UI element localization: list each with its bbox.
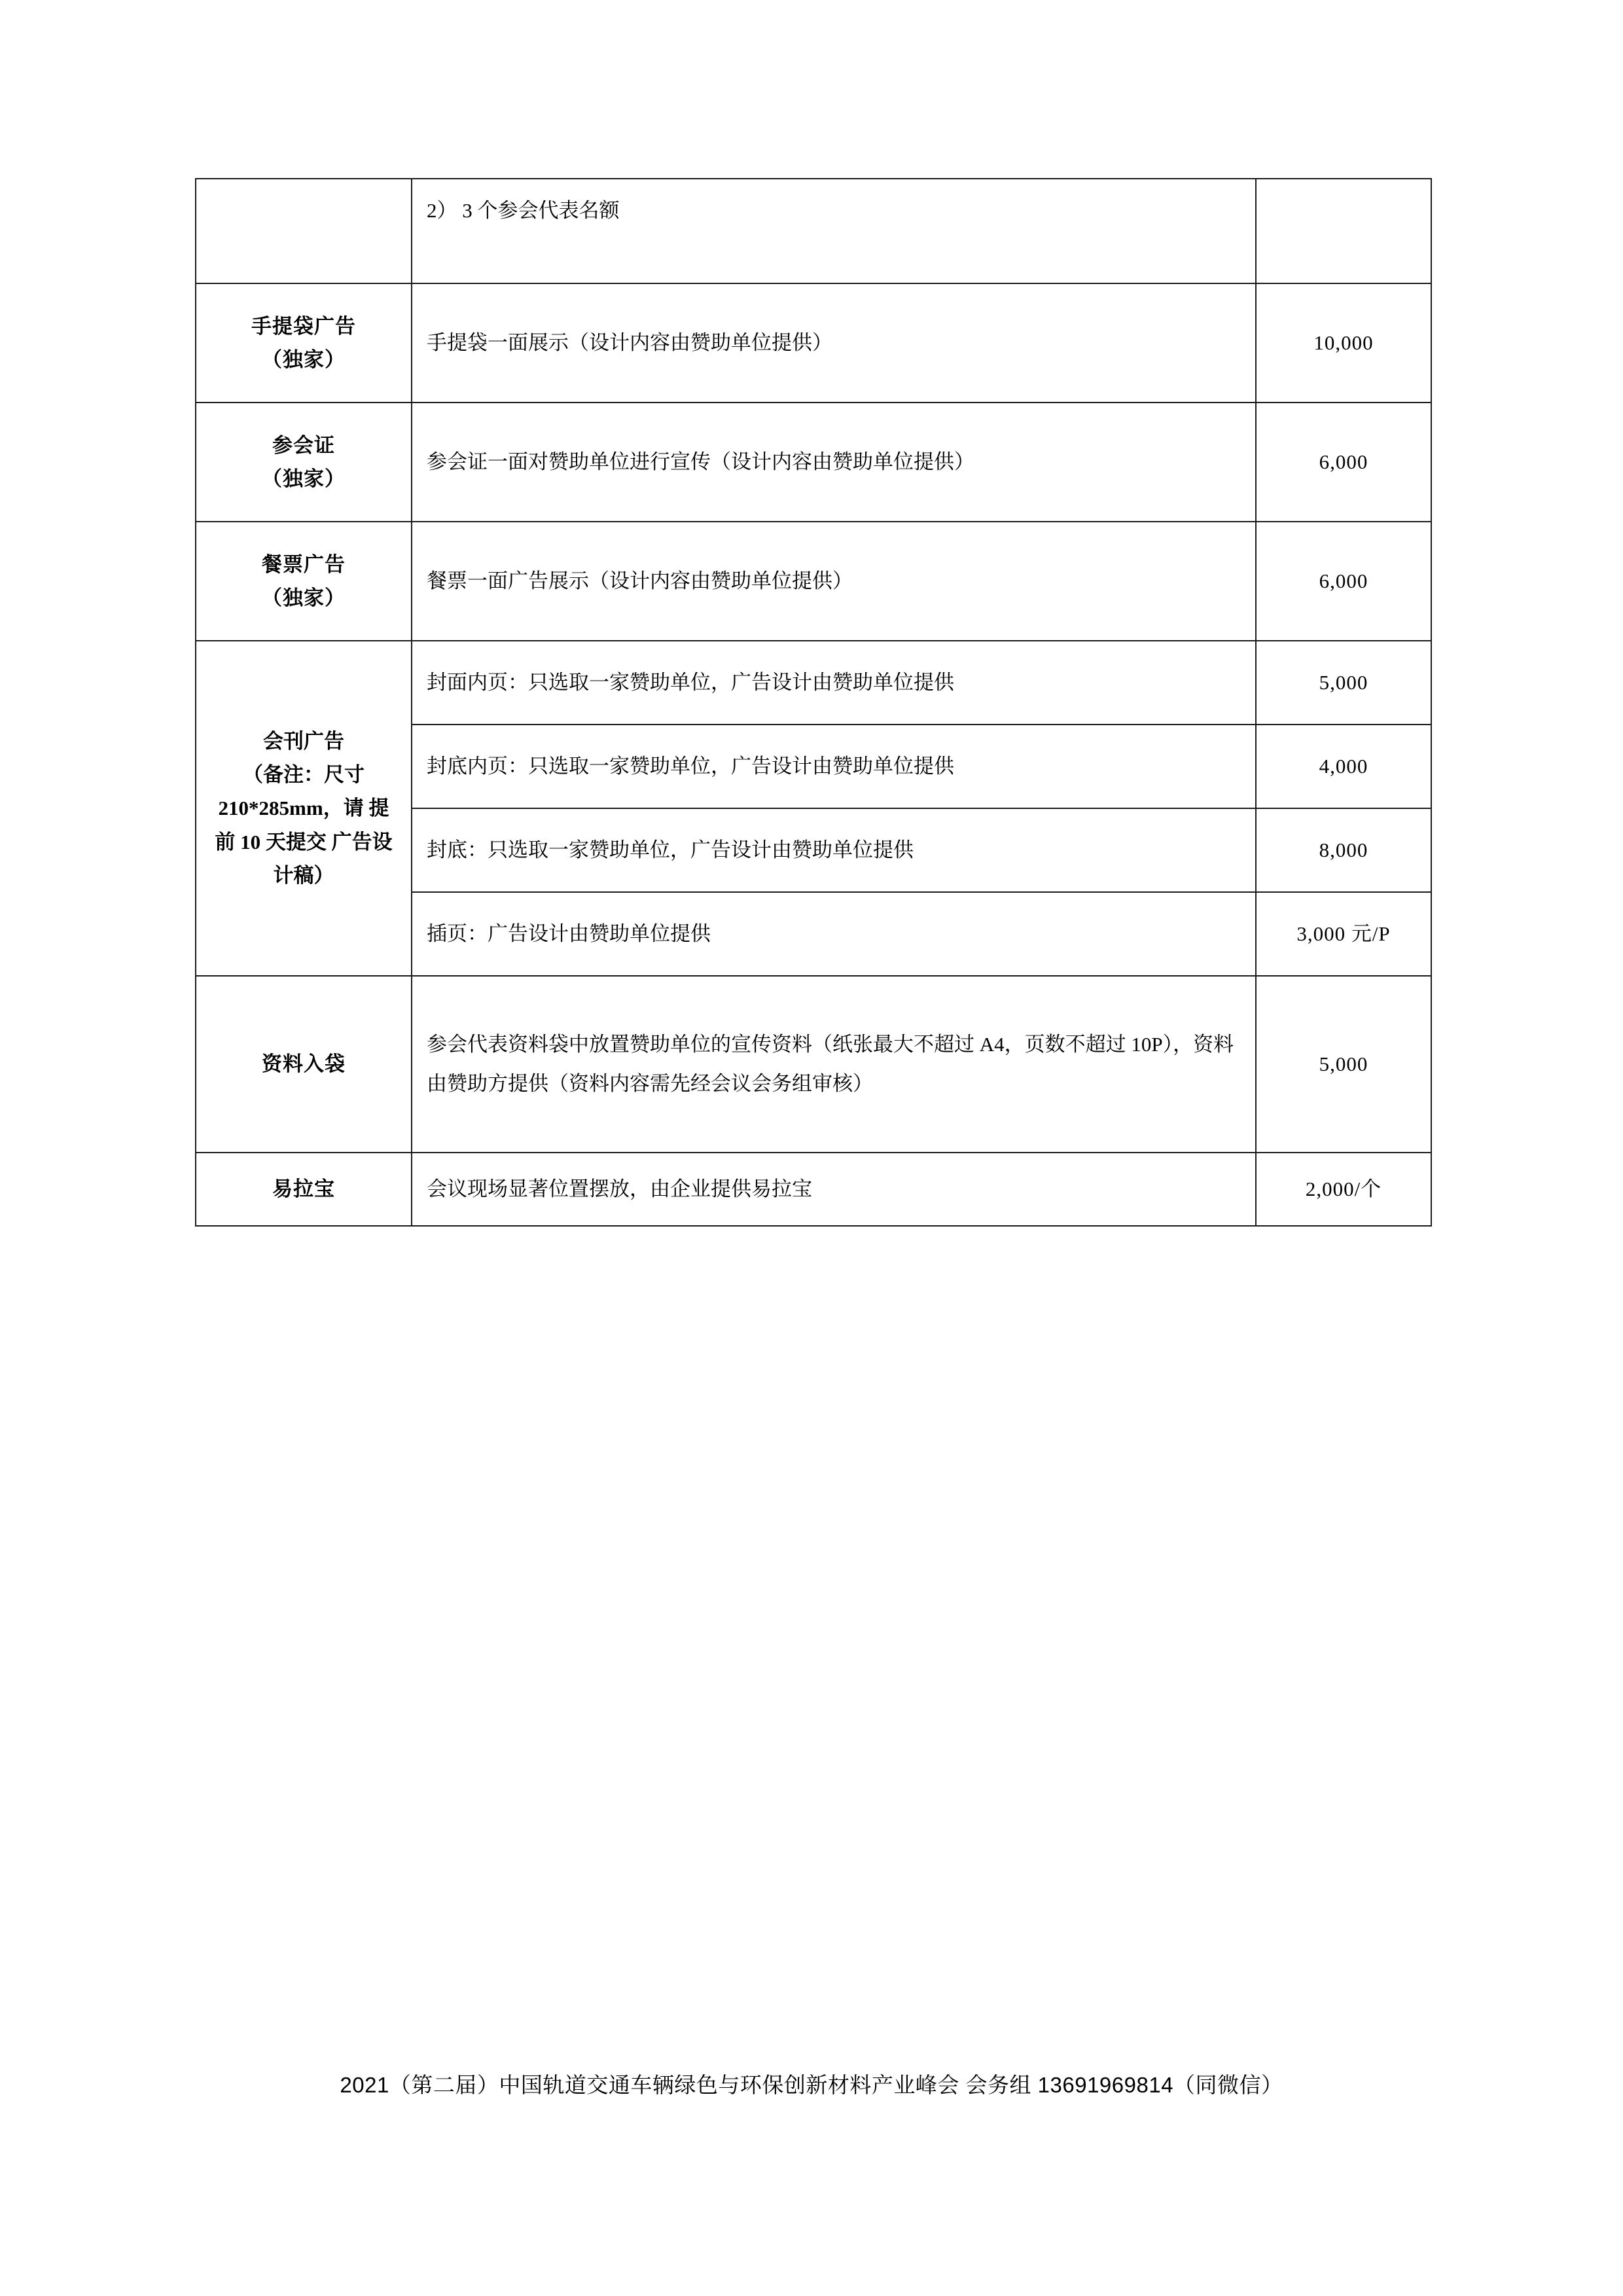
category-line: （独家） [262, 348, 346, 371]
description-cell: 参会代表资料袋中放置赞助单位的宣传资料（纸张最大不超过 A4，页数不超过 10P），资料由赞助方提供（资料内容需先经会议会务组审核） [412, 976, 1256, 1153]
category-line: 会刊广告 [263, 730, 344, 753]
sponsorship-table [195, 178, 1432, 1227]
price-cell: 10,000 [1256, 283, 1431, 403]
price-cell: 8,000 [1256, 808, 1431, 892]
category-line: 广告设计稿） [273, 830, 393, 887]
description-cell: 封底：只选取一家赞助单位，广告设计由赞助单位提供 [412, 808, 1256, 892]
price-cell: 6,000 [1256, 522, 1431, 641]
description-cell: 2） 3 个参会代表名额 [412, 179, 1256, 283]
category-cell [196, 179, 412, 283]
table-row [196, 283, 1431, 403]
price-cell [1256, 179, 1431, 283]
category-cell [196, 1153, 412, 1226]
price-cell: 5,000 [1256, 641, 1431, 725]
category-cell [196, 976, 412, 1153]
category-cell [196, 283, 412, 403]
category-line: 210*285mm，请 [218, 797, 364, 820]
description-cell: 封底内页：只选取一家赞助单位，广告设计由赞助单位提供 [412, 725, 1256, 808]
category-line: （独家） [262, 467, 346, 490]
category-line: 资料入袋 [262, 1052, 346, 1076]
description-cell: 手提袋一面展示（设计内容由赞助单位提供） [412, 283, 1256, 403]
category-line: （备注：尺寸 [243, 763, 365, 787]
description-cell: 会议现场显著位置摆放，由企业提供易拉宝 [412, 1153, 1256, 1226]
description-cell: 插页：广告设计由赞助单位提供 [412, 892, 1256, 976]
price-cell: 2,000/个 [1256, 1153, 1431, 1226]
description-cell: 封面内页：只选取一家赞助单位，广告设计由赞助单位提供 [412, 641, 1256, 725]
price-cell: 6,000 [1256, 403, 1431, 522]
table-row [196, 641, 1431, 725]
category-line: 易拉宝 [272, 1177, 335, 1201]
table-row [196, 179, 1431, 283]
table-row [196, 1153, 1431, 1226]
table-row [196, 403, 1431, 522]
category-line: 餐票广告 [262, 552, 346, 576]
page-footer: 2021（第二届）中国轨道交通车辆绿色与环保创新材料产业峰会 会务组 13691969814（同微信） [340, 2073, 1283, 2097]
category-line: 参会证 [272, 433, 335, 457]
category-cell [196, 641, 412, 976]
description-cell: 参会证一面对赞助单位进行宣传（设计内容由赞助单位提供） [412, 403, 1256, 522]
price-cell: 3,000 元/P [1256, 892, 1431, 976]
price-cell: 4,000 [1256, 725, 1431, 808]
price-cell: 5,000 [1256, 976, 1431, 1153]
category-line: （独家） [262, 586, 346, 609]
table-row [196, 976, 1431, 1153]
table-row [196, 522, 1431, 641]
description-cell: 餐票一面广告展示（设计内容由赞助单位提供） [412, 522, 1256, 641]
category-cell [196, 522, 412, 641]
category-cell [196, 403, 412, 522]
category-line: 手提袋广告 [251, 314, 356, 338]
category-line: 提前 10 天提交 [215, 797, 389, 853]
